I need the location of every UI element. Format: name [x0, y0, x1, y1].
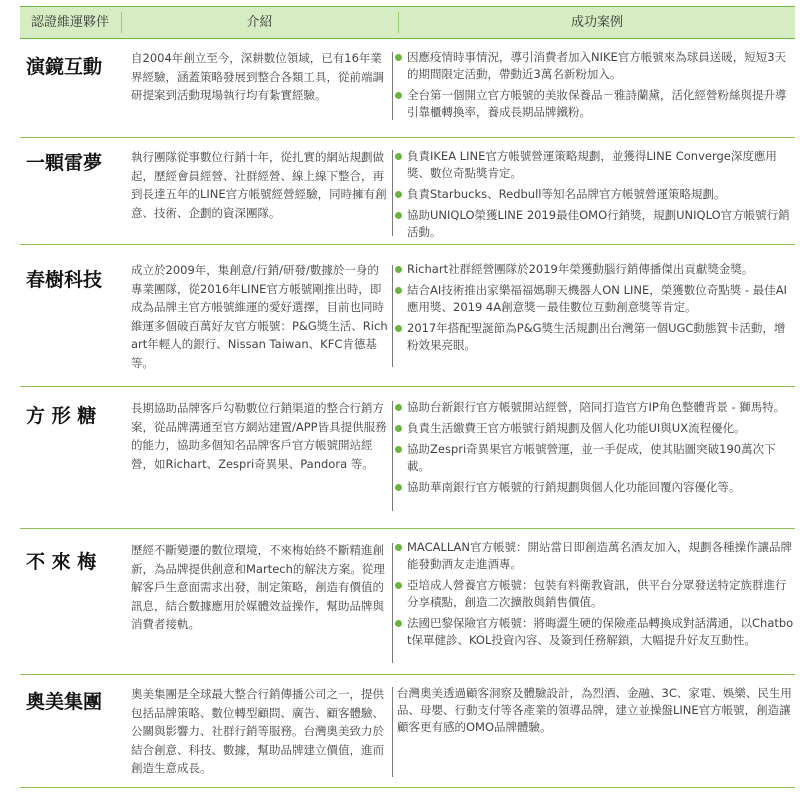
header-intro: 介紹 — [246, 15, 273, 30]
column-divider — [392, 150, 393, 236]
case-item: 亞培成人營養官方帳號：包裝有料衛教資訊，供平台分眾發送特定族群進行分享積點，創造二次擴散與銷售價值。 — [395, 577, 795, 611]
column-divider — [392, 265, 393, 367]
case-text: 台灣奧美透過顧客洞察及體驗設計，為烈酒、金融、3C、家電、娛樂、民生用品、母嬰、行動支付等各產業的領導品牌，建立並操盤LINE官方帳號，創造讓顧客更有感的OMO品牌體驗。 — [397, 686, 792, 734]
bullet-icon — [395, 582, 402, 589]
partner-intro: 奧美集團是全球最大整合行銷傳播公司之一，提供包括品牌策略、數位轉型顧問、廣告、顧客體驗、公關與影響力、社群行銷等服務。台灣奧美致力於結合創意、科技、數據，幫助品牌建立價值，進而創造生意成長。 — [131, 687, 384, 775]
case-item: 負責IKEA LINE官方帳號營運策略規劃，並獲得LINE Converge深度應用獎、數位奇點獎肯定。 — [395, 148, 795, 182]
bullet-icon — [395, 544, 402, 551]
bullet-icon — [395, 212, 402, 219]
bullet-icon — [395, 484, 402, 491]
bullet-icon — [395, 287, 402, 294]
bullet-icon — [395, 325, 402, 332]
partner-intro: 自2004年創立至今，深耕數位領域，已有16年業界經驗，涵蓋策略發展到整合各類工具，從前端調研提案到活動現場執行均有紮實經驗。 — [131, 51, 384, 102]
case-item: 法國巴黎保險官方帳號：將晦澀生硬的保險產品轉換成對話溝通，以Chatbot保單健診、KOL投資內容、及簽到任務解鎖，大幅提升好友互動性。 — [395, 615, 795, 649]
partner-name: 演鏡互動 — [26, 56, 103, 78]
case-item: 2017年搭配聖誕節為P&G獎生活規劃出台灣第一個UGC動態賀卡活動，增粉效果亮眼。 — [395, 320, 795, 354]
partner-name: 方 形 糖 — [26, 405, 97, 427]
case-item: Richart社群經營團隊於2019年榮獲動腦行銷傳播傑出貢獻獎金獎。 — [395, 261, 795, 278]
bullet-icon — [395, 446, 402, 453]
case-item: 協助UNIQLO榮獲LINE 2019最佳OMO行銷獎，規劃UNIQLO官方帳號行銷活動。 — [395, 207, 795, 241]
bullet-icon — [395, 620, 402, 627]
partner-row — [20, 675, 795, 788]
column-divider — [392, 687, 393, 777]
case-list — [395, 261, 795, 358]
case-item: 協助華南銀行官方帳號的行銷規劃與個人化功能回覆內容優化等。 — [395, 479, 795, 496]
case-item: 協助台新銀行官方帳號開站經營，陪同打造官方IP角色整體背景 - 獅馬特。 — [395, 399, 795, 416]
bullet-icon — [395, 191, 402, 198]
partner-name: 不 來 梅 — [26, 551, 97, 573]
case-list — [395, 49, 795, 125]
case-list — [395, 399, 795, 500]
case-item: 全台第一個開立官方帳號的美妝保養品－雅詩蘭黛，活化經營粉絲與提升導引靠櫃轉換率，養成長期品牌鐵粉。 — [395, 87, 795, 121]
partner-intro: 執行團隊從事數位行銷十年，從扎實的網站規劃做起，歷經會員經營、社群經營、線上線下整合，再到長達五年的LINE官方帳號經營經驗，同時擁有創意、技術、企劃的資深團隊。 — [131, 150, 387, 220]
partner-intro: 成立於2009年，集創意/行銷/研發/數據於一身的專業團隊，從2016年LINE官方帳號剛推出時，即成為品牌主官方帳號維運的愛好選擇，目前也同時維運多個破百萬好友官方帳號：P&G獎生活、Richart年輕人的銀行、Nissan Taiwan、KFC肯德基等。 — [131, 263, 388, 370]
bullet-icon — [395, 425, 402, 432]
bullet-icon — [395, 92, 402, 99]
case-item: 協助Zespri奇異果官方帳號營運，並一手促成，使其貼圖突破190萬次下載。 — [395, 441, 795, 475]
partner-row — [20, 529, 795, 675]
partner-row — [20, 38, 795, 138]
partner-name: 春樹科技 — [26, 269, 103, 291]
column-divider — [392, 52, 393, 120]
partner-row — [20, 245, 795, 387]
case-list — [395, 539, 795, 653]
partner-intro: 長期協助品牌客戶勾勒數位行銷渠道的整合行銷方案，從品牌溝通至官方網站建置/APP皆具提供服務的能力，協助多個知名品牌客戶官方帳號開站經營，如Richart、Zespri奇異果、Pandora 等。 — [131, 401, 387, 471]
case-item: 因應疫情時事情況，導引消費者加入NIKE官方帳號來為球員送暖，短短3天的期間限定活動，帶動近3萬名新粉加入。 — [395, 49, 795, 83]
bullet-icon — [395, 153, 402, 160]
header-cases: 成功案例 — [570, 15, 623, 30]
partner-intro: 歷經不斷變遷的數位環境，不來梅始終不斷精進創新，為品牌提供創意和Martech的解決方案。從理解客戶生意面需求出發，制定策略，創造有價值的訊息，結合數據應用於媒體效益操作，幫助品牌與消費者接軌。 — [131, 543, 385, 631]
case-item: 結合AI技術推出家樂福福媽聊天機器人ON LINE，榮獲數位奇點獎 - 最佳AI應用獎、2019 4A創意獎－最佳數位互動創意獎等肯定。 — [395, 282, 795, 316]
case-item: 負責生活繳費王官方帳號行銷規劃及個人化功能UI與UX流程優化。 — [395, 420, 795, 437]
case-item: MACALLAN官方帳號：開站當日即創造萬名酒友加入，規劃各種操作讓品牌能發動酒友走進酒專。 — [395, 539, 795, 573]
partner-row — [20, 387, 795, 529]
bullet-icon — [395, 266, 402, 273]
header-partner: 認證維運夥伴 — [30, 15, 109, 30]
column-divider — [392, 401, 393, 511]
case-item: 負責Starbucks、Redbull等知名品牌官方帳號營運策略規劃。 — [395, 186, 795, 203]
partner-row — [20, 138, 795, 245]
partner-name: 奧美集團 — [26, 691, 103, 713]
column-divider — [392, 543, 393, 663]
case-list — [395, 148, 795, 245]
bullet-icon — [395, 404, 402, 411]
bullet-icon — [395, 54, 402, 61]
partner-name: 一顆雷夢 — [26, 152, 103, 174]
table-header — [20, 6, 795, 39]
